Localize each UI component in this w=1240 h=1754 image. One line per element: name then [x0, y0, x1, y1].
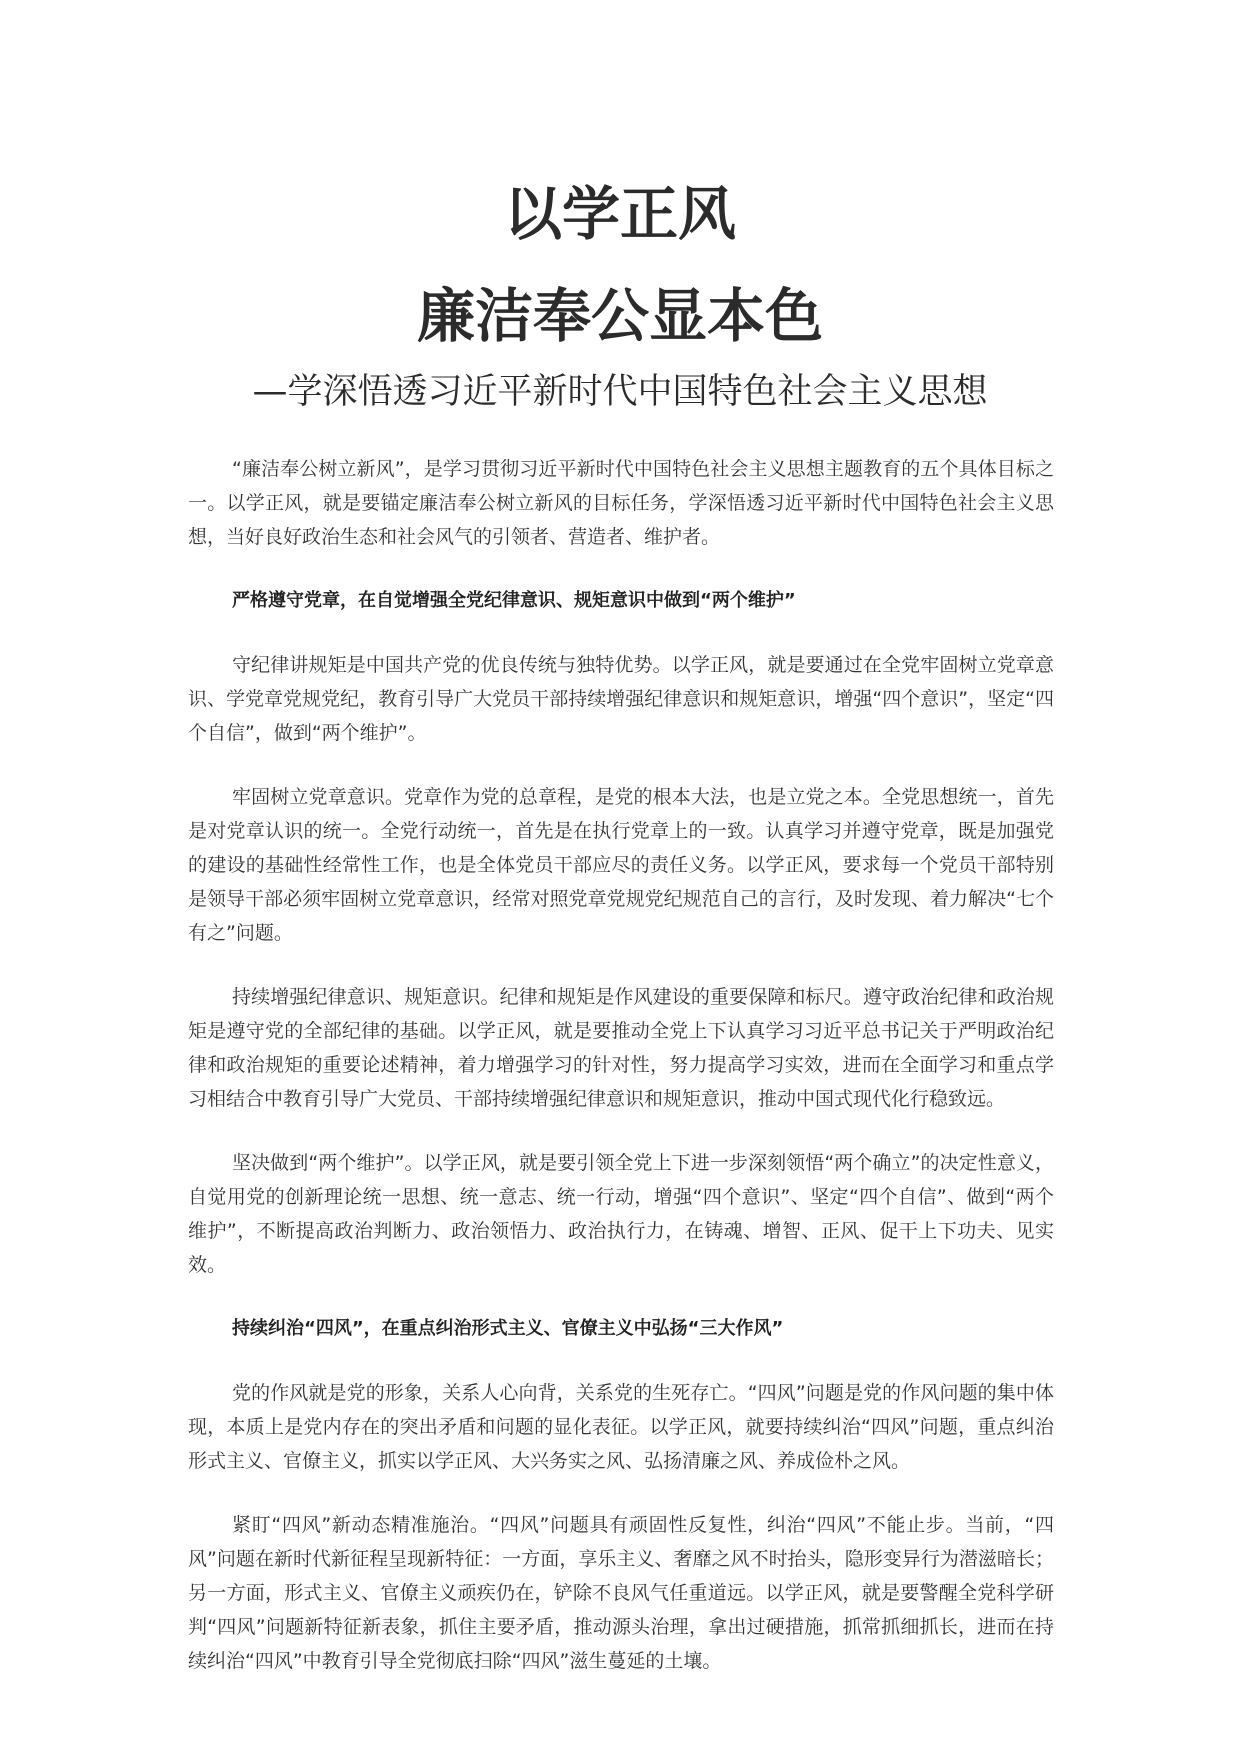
- paragraph: 牢固树立党章意识。党章作为党的总章程，是党的根本大法，也是立党之本。全党思想统一，首先是对党章认识的统一。全党行动统一，首先是在执行党章上的一致。认真学习并遵守党章，既是加强党的建设的基础性经常性工作，也是全体党员干部应尽的责任义务。以学正风，要求每一个党员干部特别是领导干部必须牢固树立党章意识，经常对照党章党规党纪规范自己的言行，及时发现、着力解决“七个有之”问题。: [188, 786, 1054, 944]
- paragraph: 党的作风就是党的形象，关系人心向背，关系党的生死存亡。“四风”问题是党的作风问题的集中体现，本质上是党内存在的突出矛盾和问题的显化表征。以学正风，就要持续纠治“四风”问题，重点纠治形式主义、官僚主义，抓实以学正风、大兴务实之风、弘扬清廉之风、养成俭朴之风。: [188, 1382, 1054, 1472]
- document-body: [188, 452, 1054, 1708]
- paragraph: 守纪律讲规矩是中国共产党的优良传统与独特优势。以学正风，就是要通过在全党牢固树立党章意识、学党章党规党纪，教育引导广大党员干部持续增强纪律意识和规矩意识，增强“四个意识”，坚定“四个自信”，做到“两个维护”。: [188, 654, 1054, 744]
- document-title-line-2: 廉洁奉公显本色: [416, 282, 823, 350]
- document-subtitle: —学深悟透习近平新时代中国特色社会主义思想: [252, 372, 988, 412]
- section-heading-1: 严格遵守党章，在自觉增强全党纪律意识、规矩意识中做到“两个维护”: [232, 590, 796, 611]
- paragraph: 紧盯“四风”新动态精准施治。“四风”问题具有顽固性反复性，纠治“四风”不能止步。当前，“四风”问题在新时代新征程呈现新特征：一方面，享乐主义、奢靡之风不时抬头，隐形变异行为潜滋暗长；另一方面，形式主义、官僚主义顽疾仍在，铲除不良风气任重道远。以学正风，就是要警醒全党科学研判“四风”问题新特征新表象，抓住主要矛盾，推动源头治理，拿出过硬措施，抓常抓细抓长，进而在持续纠治“四风”中教育引导全党彻底扫除“四风”滋生蔓延的土壤。: [188, 1514, 1054, 1672]
- paragraph-intro: “廉洁奉公树立新风”，是学习贯彻习近平新时代中国特色社会主义思想主题教育的五个具体目标之一。以学正风，就是要锚定廉洁奉公树立新风的目标任务，学深悟透习近平新时代中国特色社会主义思想，当好良好政治生态和社会风气的引领者、营造者、维护者。: [188, 458, 1054, 548]
- section-heading-2: 持续纠治“四风”，在重点纠治形式主义、官僚主义中弘扬“三大作风”: [232, 1318, 784, 1339]
- document-title-line-1: 以学正风: [503, 180, 736, 248]
- paragraph: 持续增强纪律意识、规矩意识。纪律和规矩是作风建设的重要保障和标尺。遵守政治纪律和政治规矩是遵守党的全部纪律的基础。以学正风，就是要推动全党上下认真学习习近平总书记关于严明政治纪律和政治规矩的重要论述精神，着力增强学习的针对性，努力提高学习实效，进而在全面学习和重点学习相结合中教育引导广大党员、干部持续增强纪律意识和规矩意识，推动中国式现代化行稳致远。: [188, 986, 1054, 1110]
- paragraph: 坚决做到“两个维护”。以学正风，就是要引领全党上下进一步深刻领悟“两个确立”的决定性意义，自觉用党的创新理论统一思想、统一意志、统一行动，增强“四个意识”、坚定“四个自信”、做到“两个维护”，不断提高政治判断力、政治领悟力、政治执行力，在铸魂、增智、正风、促干上下功夫、见实效。: [188, 1152, 1054, 1276]
